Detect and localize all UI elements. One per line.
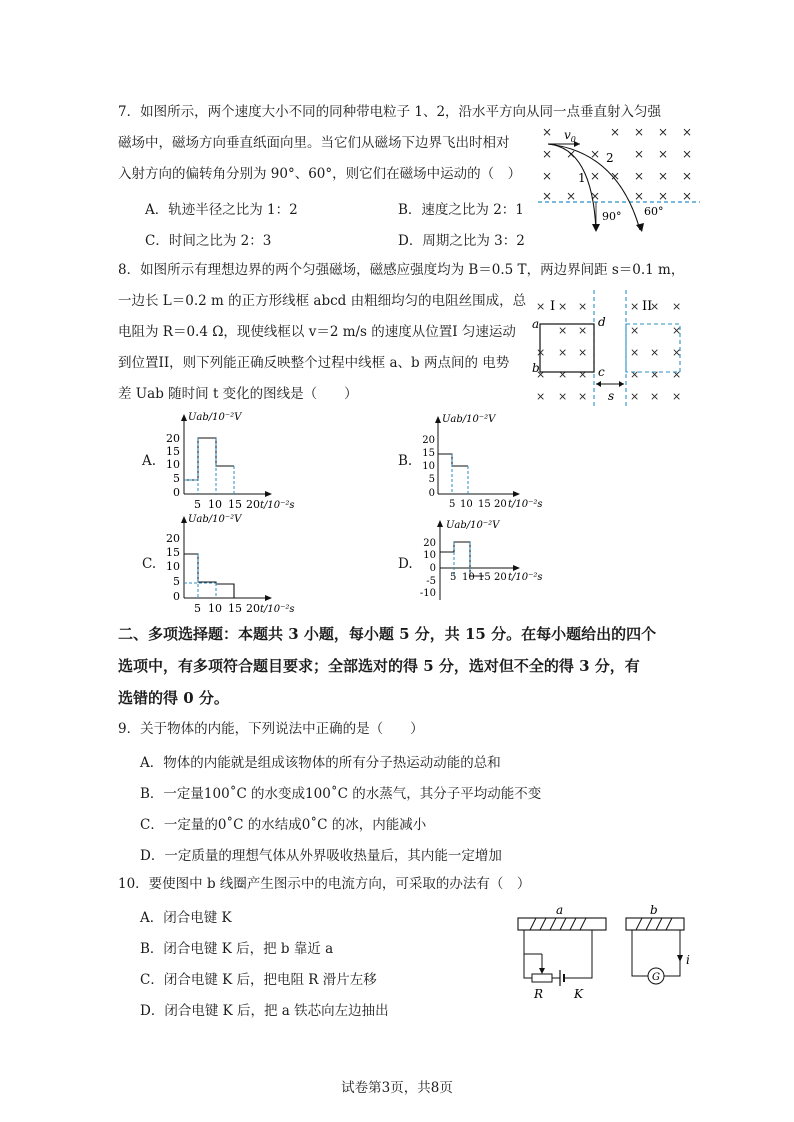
q7-magnetic-field-figure <box>530 122 710 234</box>
q8-graph-c-xtick-10: 10 <box>208 602 222 615</box>
q8-graph-b-xtick-20: 20 <box>494 499 507 510</box>
q8-corner-d: d <box>598 315 606 329</box>
q7-line-3: 入射方向的偏转角分别为 90°、60°，则它们在磁场中运动的（ ） <box>118 166 522 182</box>
q7-option-c[interactable]: C．时间之比为 2：3 <box>145 233 272 249</box>
svg-text:×: × <box>634 169 645 183</box>
q10-option-c[interactable]: C．闭合电键 K 后，把电阻 R 滑片左移 <box>140 972 377 988</box>
svg-text:×: × <box>650 346 660 359</box>
svg-text:×: × <box>650 390 660 403</box>
svg-text:×: × <box>536 346 546 359</box>
q8-graph-b-xtick-10: 10 <box>460 499 473 510</box>
svg-text:×: × <box>590 169 601 183</box>
svg-text:×: × <box>658 125 669 139</box>
svg-text:×: × <box>590 147 601 161</box>
svg-text:×: × <box>682 125 693 139</box>
q8-line-5: 差 Uab 随时间 t 变化的图线是（ ） <box>118 386 358 402</box>
svg-text:×: × <box>566 147 577 161</box>
q8-graph-a-ytick-10: 10 <box>166 458 180 471</box>
svg-text:×: × <box>630 390 640 403</box>
q8-graph-a[interactable] <box>160 410 360 510</box>
svg-text:×: × <box>630 346 640 359</box>
q8-graph-d-ytick-neg5: -5 <box>426 576 436 587</box>
q8-graph-c-xtick-5: 5 <box>194 602 201 615</box>
svg-text:×: × <box>536 300 546 313</box>
svg-text:×: × <box>542 147 553 161</box>
section2-heading-line-3: 选错的得 0 分。 <box>118 689 229 707</box>
q7-option-d[interactable]: D．周期之比为 3：2 <box>398 233 525 249</box>
q8-graph-a-ytick-5: 5 <box>173 472 180 485</box>
q8-graph-c-ytick-10: 10 <box>166 560 180 573</box>
section2-heading-line-1: 二、多项选择题：本题共 3 小题，每小题 5 分，共 15 分。在每小题给出的四个 <box>118 625 657 643</box>
svg-text:×: × <box>536 390 546 403</box>
svg-text:×: × <box>610 169 621 183</box>
svg-text:×: × <box>566 189 577 203</box>
q8-graph-b-xlabel: t/10⁻²s <box>508 499 543 510</box>
q8-line-2: 一边长 L＝0.2 m 的正方形线框 abcd 由粗细均匀的电阻丝围成，总 <box>118 293 527 309</box>
svg-text:×: × <box>630 368 640 381</box>
svg-text:×: × <box>542 169 553 183</box>
q8-graph-b-ytick-0: 0 <box>428 488 435 499</box>
q8-graph-a-ytick-15: 15 <box>166 445 180 458</box>
q10-coil-b-label: b <box>650 903 658 917</box>
svg-text:×: × <box>578 346 588 359</box>
q8-graph-d-xlabel: t/10⁻²s <box>508 572 543 583</box>
q8-graph-c-ytick-20: 20 <box>166 532 180 545</box>
q8-region-1-label: I <box>550 299 556 314</box>
q8-corner-b: b <box>532 361 540 375</box>
svg-text:×: × <box>578 300 588 313</box>
q8-option-a-label[interactable]: A. <box>142 453 157 469</box>
q8-graph-d-ytick-neg10: -10 <box>419 588 436 599</box>
svg-text:×: × <box>650 368 660 381</box>
svg-text:×: × <box>542 125 553 139</box>
svg-text:×: × <box>634 147 645 161</box>
q8-graph-d-ytick-0: 0 <box>429 563 436 574</box>
q8-gap-s-label: s <box>608 389 615 403</box>
svg-text:×: × <box>558 390 568 403</box>
q7-angle-90-label: 90° <box>602 210 622 223</box>
q8-graph-c-xtick-15: 15 <box>228 602 242 615</box>
q8-graph-a-ytick-0: 0 <box>173 486 180 499</box>
q7-line-1: 7．如图所示，两个速度大小不同的同种带电粒子 1、2，沿水平方向从同一点垂直射入匀强 <box>118 104 662 120</box>
q8-graph-c[interactable] <box>160 512 360 615</box>
svg-text:×: × <box>578 368 588 381</box>
svg-text:×: × <box>558 324 568 337</box>
svg-text:×: × <box>558 368 568 381</box>
q8-graph-b[interactable] <box>418 412 618 512</box>
svg-text:×: × <box>672 300 682 313</box>
svg-text:×: × <box>558 300 568 313</box>
svg-text:×: × <box>658 147 669 161</box>
q8-graph-d-xtick-15: 15 <box>478 572 491 583</box>
section2-heading-line-2: 选项中，有多项符合题目要求；全部选对的得 5 分，选对但不全的得 3 分，有 <box>118 657 640 675</box>
svg-text:×: × <box>682 147 693 161</box>
q8-graph-c-ylabel: Uab/10⁻²V <box>188 514 242 525</box>
q8-graph-d-ytick-20: 20 <box>423 538 436 549</box>
q10-option-b[interactable]: B．闭合电键 K 后，把 b 靠近 a <box>140 941 334 957</box>
q8-graph-a-xtick-5: 5 <box>194 498 201 511</box>
q10-circuit-figure <box>516 904 706 1004</box>
q8-graph-c-ytick-5: 5 <box>173 575 180 588</box>
q8-graph-b-ytick-20: 20 <box>422 435 435 446</box>
q8-graph-a-xlabel: t/10⁻²s <box>260 500 295 511</box>
svg-text:×: × <box>682 169 693 183</box>
q7-line-2: 磁场中，磁场方向垂直纸面向里。当它们从磁场下边界飞出时相对 <box>118 135 510 151</box>
q8-graph-d-xtick-20: 20 <box>494 572 507 583</box>
svg-text:×: × <box>590 189 601 203</box>
q7-particle-2-label: 2 <box>606 151 614 165</box>
svg-text:×: × <box>672 324 682 337</box>
q8-two-field-figure <box>530 290 700 410</box>
page-footer: 试卷第3页，共8页 <box>341 1080 453 1096</box>
q8-graph-b-xtick-15: 15 <box>478 499 491 510</box>
q7-angle-60-label: 60° <box>644 205 664 218</box>
q8-graph-c-xlabel: t/10⁻²s <box>260 604 295 615</box>
q7-particle-1-label: 1 <box>578 171 586 185</box>
q8-graph-a-ytick-20: 20 <box>166 432 180 445</box>
q8-line-1: 8．如图所示有理想边界的两个匀强磁场，磁感应强度均为 B＝0.5 T，两边界间距 s＝0.1 m， <box>118 262 685 278</box>
q10-resistor-r-label: R <box>534 987 544 1001</box>
q8-graph-d-ylabel: Uab/10⁻²V <box>446 520 500 531</box>
q8-line-4: 到位置II，则下列能正确反映整个过程中线框 a、b 两点间的 电势 <box>118 355 510 371</box>
svg-text:×: × <box>682 189 693 203</box>
q9-option-b[interactable]: B．一定量100˚C 的水变成100˚C 的水蒸气，其分子平均动能不变 <box>140 786 542 802</box>
q8-graph-b-xtick-5: 5 <box>449 499 456 510</box>
svg-text:×: × <box>672 390 682 403</box>
q8-graph-a-ylabel: Uab/10⁻²V <box>188 412 242 423</box>
q8-graph-d-xtick-5: 5 <box>450 572 457 583</box>
q10-coil-a-label: a <box>556 903 564 917</box>
q8-graph-c-ytick-15: 15 <box>166 546 180 559</box>
q8-graph-b-ylabel: Uab/10⁻²V <box>442 414 496 425</box>
q8-corner-a: a <box>532 317 540 331</box>
q8-graph-d-ytick-10: 10 <box>423 550 436 561</box>
svg-text:×: × <box>634 125 645 139</box>
q8-line-3: 电阻为 R＝0.4 Ω，现使线框以 v＝2 m/s 的速度从位置I 匀速运动 <box>118 324 516 340</box>
svg-text:×: × <box>610 125 621 139</box>
q8-graph-a-xtick-15: 15 <box>228 498 242 511</box>
svg-text:×: × <box>658 169 669 183</box>
q10-switch-k-label: K <box>574 987 583 1001</box>
q8-corner-c: c <box>598 365 605 379</box>
q7-option-a[interactable]: A．轨迹半径之比为 1：2 <box>145 202 298 218</box>
svg-text:×: × <box>542 189 553 203</box>
q8-graph-d-xtick-10: 10 <box>462 572 475 583</box>
q8-region-2-label: II <box>642 299 653 314</box>
q8-graph-b-ytick-15: 15 <box>422 448 435 459</box>
q7-v0-label: $v_0$ <box>564 128 576 144</box>
q10-option-a[interactable]: A．闭合电键 K <box>140 910 232 926</box>
q8-option-c-label[interactable]: C. <box>142 556 157 572</box>
q8-graph-c-xtick-20: 20 <box>246 602 260 615</box>
svg-text:×: × <box>672 346 682 359</box>
svg-text:×: × <box>536 368 546 381</box>
svg-text:×: × <box>578 324 588 337</box>
q9-option-a[interactable]: A．物体的内能就是组成该物体的所有分子热运动动能的总和 <box>140 755 501 771</box>
q10-galvanometer-label: G <box>652 972 660 983</box>
svg-text:×: × <box>650 300 660 313</box>
q10-option-d[interactable]: D．闭合电键 K 后，把 a 铁芯向左边抽出 <box>140 1003 389 1019</box>
q10-stem: 10．要使图中 b 线圈产生图示中的电流方向，可采取的办法有（ ） <box>118 876 531 892</box>
q8-option-b-label[interactable]: B. <box>398 453 413 469</box>
svg-text:×: × <box>630 324 640 337</box>
q9-option-d[interactable]: D．一定质量的理想气体从外界吸收热量后，其内能一定增加 <box>140 848 502 864</box>
svg-text:×: × <box>558 346 568 359</box>
q8-graph-d[interactable] <box>418 518 618 618</box>
q8-graph-b-ytick-5: 5 <box>428 474 435 485</box>
svg-text:×: × <box>672 368 682 381</box>
svg-text:×: × <box>634 189 645 203</box>
q9-option-c[interactable]: C．一定量的0˚C 的水结成0˚C 的冰，内能减小 <box>140 817 427 833</box>
svg-text:×: × <box>658 189 669 203</box>
q8-option-d-label[interactable]: D. <box>398 556 413 572</box>
q8-graph-b-ytick-10: 10 <box>422 461 435 472</box>
q8-graph-c-ytick-0: 0 <box>173 590 180 603</box>
q7-option-b[interactable]: B．速度之比为 2：1 <box>398 202 524 218</box>
q8-graph-a-xtick-10: 10 <box>208 498 222 511</box>
svg-text:×: × <box>578 390 588 403</box>
svg-text:×: × <box>630 300 640 313</box>
q10-current-i-label: i <box>686 953 690 967</box>
q9-stem: 9．关于物体的内能，下列说法中正确的是（ ） <box>118 721 424 737</box>
q8-graph-a-xtick-20: 20 <box>246 498 260 511</box>
